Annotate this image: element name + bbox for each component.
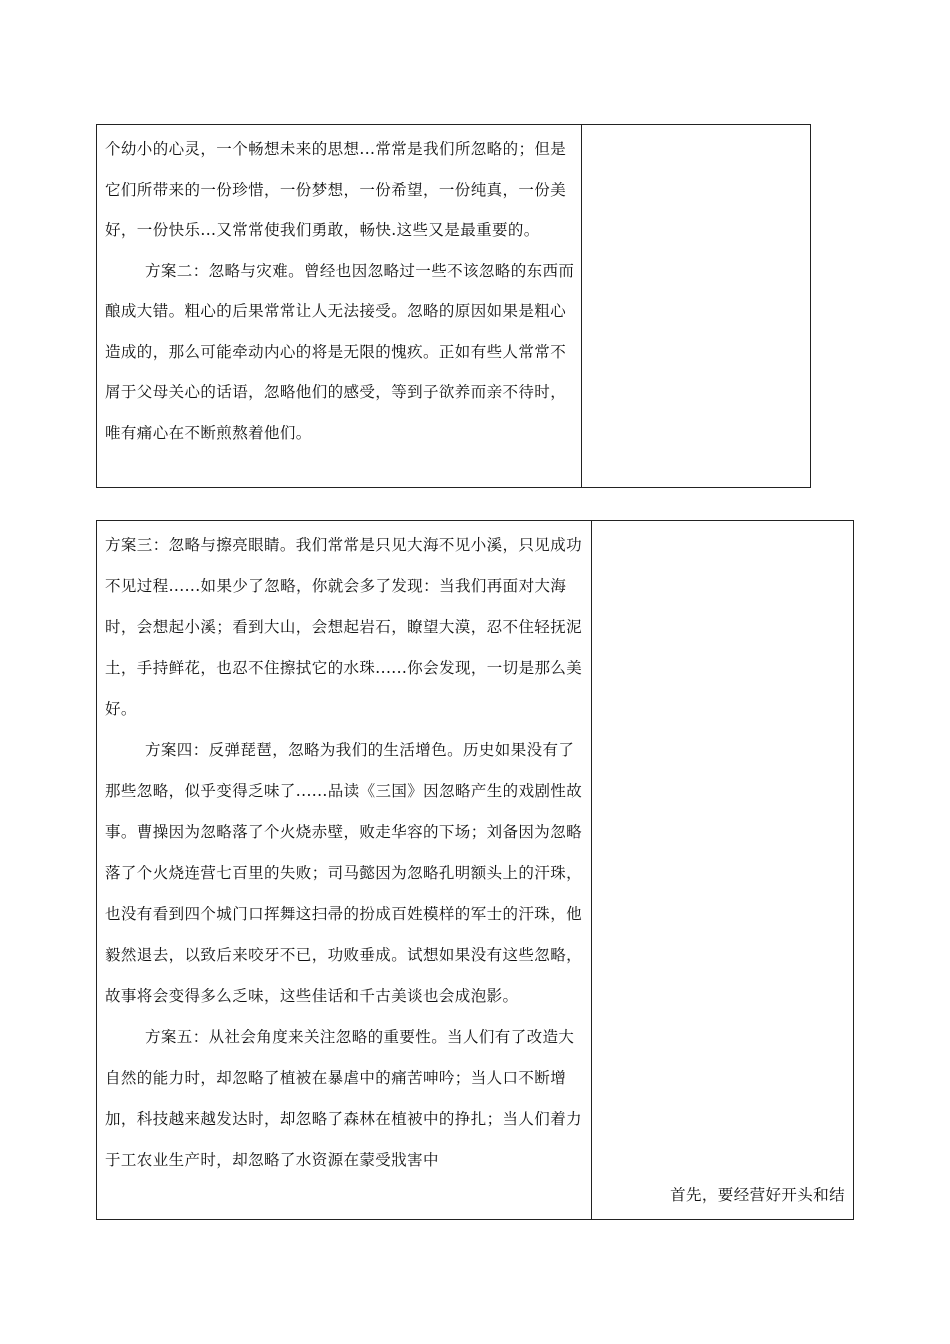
paragraph-plan-five: 方案五：从社会角度来关注忽略的重要性。当人们有了改造大自然的能力时，却忽略了植被在暴虐中的痛苦呻吟；当人口不断增加，科技越来越发达时，却忽略了森林在植被中的挣扎；当人们着力于工农业生产时，却忽略了水资源在蒙受戕害中 [105,1028,583,1169]
table-1-notes-cell [582,125,810,487]
table-2-text-cell [97,521,591,1181]
table-2-notes-cell [592,521,853,1219]
table-1 [96,124,811,488]
paragraph-continuation: 个幼小的心灵，一个畅想未来的思想...常常是我们所忽略的；但是它们所带来的一份珍惜，一份梦想，一份希望，一份纯真，一份美好，一份快乐...又常常使我们勇敢，畅快.这些又是最重要的。 [105,140,567,239]
paragraph-plan-four: 方案四：反弹琵琶，忽略为我们的生活增色。历史如果没有了那些忽略，似乎变得乏味了......品读《三国》因忽略产生的戏剧性故事。曹操因为忽略落了个火烧赤壁，败走华容的下场；刘备因为忽略落了个火烧连营七百里的失败；司马懿因为忽略孔明额头上的汗珠，也没有看到四个城门口挥舞这扫帚的扮成百姓模样的军士的汗珠，他毅然退去，以致后来咬牙不已，功败垂成。试想如果没有这些忽略，故事将会变得多么乏味，这些佳话和千古美谈也会成泡影。 [105,741,583,1005]
side-note: 首先，要经营好开头和结 [670,1186,845,1204]
table-2 [96,520,854,1220]
table-1-text-cell [97,125,581,453]
paragraph-plan-two: 方案二：忽略与灾难。曾经也因忽略过一些不该忽略的东西而酿成大错。粗心的后果常常让人无法接受。忽略的原因如果是粗心造成的，那么可能牵动内心的将是无限的愧疚。正如有些人常常不屑于父母关心的话语，忽略他们的感受，等到子欲养而亲不待时，唯有痛心在不断煎熬着他们。 [105,261,575,442]
paragraph-plan-three: 方案三：忽略与擦亮眼睛。我们常常是只见大海不见小溪，只见成功不见过程......如果少了忽略，你就会多了发现：当我们再面对大海时，会想起小溪；看到大山，会想起岩石，瞭望大漠，忍不住轻抚泥土，手持鲜花，也忍不住擦拭它的水珠......你会发现，一切是那么美好。 [105,536,583,718]
